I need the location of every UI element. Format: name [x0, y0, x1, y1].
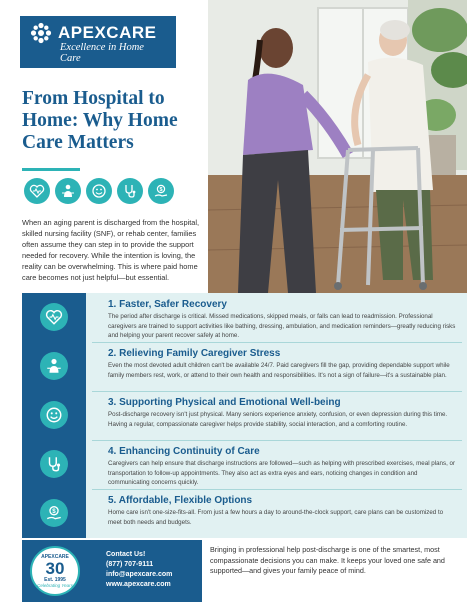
- badge-brand: APEXCARE: [41, 554, 69, 560]
- contact-block: [106, 550, 172, 590]
- contact-heading: Contact Us!: [106, 551, 146, 558]
- senior-icon: [40, 352, 68, 380]
- benefit-body: The period after discharge is critical. Missed medications, skipped meals, or falls can lead to readmission. Professional caregivers are trained to support activities like bathing, dressing, ambulation, and medication reminders—greatly reducing risks and helping your parent recover safely at home.: [108, 313, 456, 340]
- benefit-item: [22, 489, 467, 538]
- contact-footer: [22, 540, 202, 602]
- benefit-body: Post-discharge recovery isn't just physical. Many seniors experience anxiety, confusion, or even depression during this time. Having a regular, compassionate caregiver helps provide stability, social interaction, and a comforting routine.: [108, 411, 448, 428]
- benefit-body: Even the most devoted adult children can't be available 24/7. Paid caregivers fill the gap, providing dependable support while family members rest, work, or attend to their own health and responsibilities. It's not a sign of failure—it's a sustainable plan.: [108, 362, 450, 379]
- star-logo-icon: [30, 22, 52, 44]
- benefit-body: Caregivers can help ensure that discharge instructions are followed—such as helping with prescribed exercises, meal plans, or transportation to follow-up appointments. They also act as extra eyes and ears, noticing changes in condition and communicating concerns quickly.: [108, 460, 456, 487]
- smiley-icon: [86, 178, 112, 204]
- contact-email[interactable]: info@apexcare.com: [106, 571, 173, 578]
- benefit-title: 1. Faster, Safer Recovery: [108, 299, 227, 310]
- stethoscope-icon: [40, 450, 68, 478]
- benefit-item: [22, 342, 467, 391]
- svg-text:$: $: [52, 508, 56, 515]
- dollar-hand-icon: [148, 178, 174, 204]
- icon-row: [24, 178, 174, 204]
- brand-name: APEXCARE: [58, 23, 157, 42]
- badge-number: 30: [45, 559, 65, 578]
- smiley-icon: [40, 401, 68, 429]
- anniversary-badge: [30, 546, 80, 596]
- senior-icon: [55, 178, 81, 204]
- benefit-item: [22, 293, 467, 342]
- benefit-body: Home care isn't one-size-fits-all. From just a few hours a day to around-the-clock support, care plans can be customized to meet both needs and budgets.: [108, 509, 444, 526]
- heart-icon: [40, 303, 68, 331]
- stethoscope-icon: [117, 178, 143, 204]
- benefits-panel: [22, 293, 467, 538]
- benefit-item: [22, 391, 467, 440]
- heart-icon: [24, 178, 50, 204]
- svg-text:$: $: [159, 187, 163, 193]
- page-title: From Hospital to Home: Why Home Care Matters: [22, 88, 178, 153]
- contact-website[interactable]: www.apexcare.com: [106, 581, 171, 588]
- benefit-title: 5. Affordable, Flexible Options: [108, 495, 253, 506]
- benefit-title: 3. Supporting Physical and Emotional Well-being: [108, 397, 341, 408]
- benefit-item: [22, 440, 467, 489]
- benefit-title: 2. Relieving Family Caregiver Stress: [108, 348, 281, 359]
- badge-subtitle: Celebrating Years: [37, 583, 73, 588]
- closing-paragraph: Bringing in professional help post-discharge is one of the smartest, most compassionate decisions you can make. It keeps your loved one safe and supported—and gives your family peace of mind.: [210, 545, 445, 576]
- title-accent-line: [22, 168, 80, 171]
- brand-tagline: Excellence in Home Care: [60, 42, 144, 64]
- brand-logo: [20, 16, 176, 68]
- badge-est: Est. 1995: [44, 577, 66, 583]
- hero-photo: [208, 0, 467, 293]
- dollar-hand-icon: [40, 499, 68, 527]
- contact-phone[interactable]: (877) 707-9111: [106, 561, 154, 568]
- benefit-title: 4. Enhancing Continuity of Care: [108, 446, 260, 457]
- intro-paragraph: When an aging parent is discharged from the hospital, skilled nursing facility (SNF), or rehab center, families often assume they can step in to provide the support needed for recovery. While the intention is loving, the reality can be overwhelming. This is where paid home care becomes not just helpful—but essential.: [22, 218, 200, 282]
